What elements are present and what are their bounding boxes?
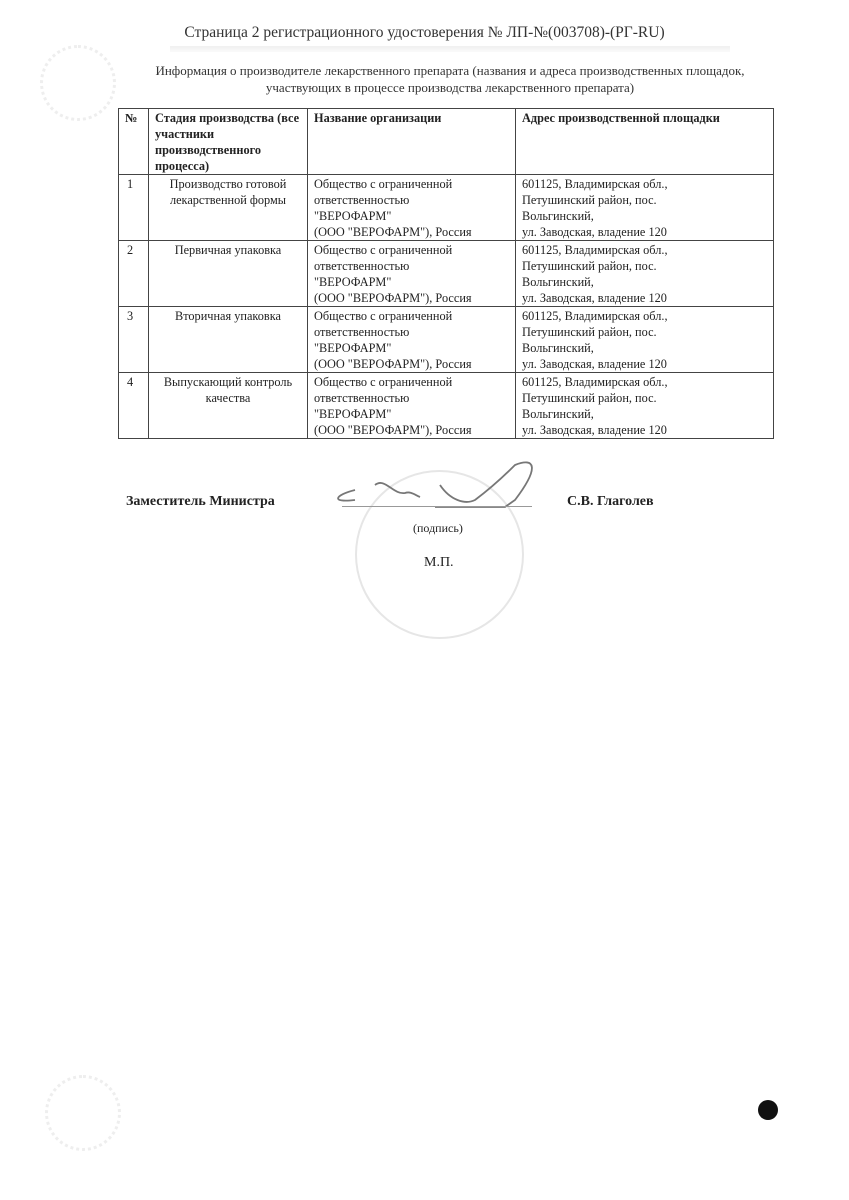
cell-line: Петушинский район, пос. [522,325,657,339]
signature-caption: (подпись) [413,521,463,535]
cell-line: 601125, Владимирская обл., [522,375,668,389]
cell-line: (ООО "ВЕРОФАРМ"), Россия [314,423,472,437]
cell-line: ответственностью [314,259,410,273]
cell-line: 601125, Владимирская обл., [522,309,668,323]
cell-line: ул. Заводская, владение 120 [522,225,667,239]
signatory-position: Заместитель Министра [126,494,275,509]
column-header: № [119,109,149,175]
page-marker-dot [758,1100,778,1120]
cell-line: ул. Заводская, владение 120 [522,291,667,305]
cell-line: Общество с ограниченной [314,177,453,191]
cell-line: Петушинский район, пос. [522,193,657,207]
cell-line: Петушинский район, пос. [522,391,657,405]
cell-line: "ВЕРОФАРМ" [314,275,392,289]
cell-line: Вольгинский, [522,275,594,289]
production-stage: Вторичная упаковка [149,307,308,373]
cell-line: (ООО "ВЕРОФАРМ"), Россия [314,291,472,305]
production-stage: Первичная упаковка [149,241,308,307]
site-address [516,241,774,307]
cell-line: Общество с ограниченной [314,375,453,389]
cell-line: 601125, Владимирская обл., [522,177,668,191]
site-address [516,307,774,373]
cell-line: Вольгинский, [522,407,594,421]
cell-line: ул. Заводская, владение 120 [522,357,667,371]
organization-name [308,241,516,307]
cell-line: ответственностью [314,325,410,339]
cell-line: "ВЕРОФАРМ" [314,341,392,355]
row-number: 2 [119,241,149,307]
site-address [516,373,774,439]
table-row [119,175,774,241]
signatory-name: С.В. Глаголев [567,494,654,509]
stamp-label: М.П. [424,555,454,570]
title-underline [170,46,730,52]
page-title: Страница 2 регистрационного удостоверения № ЛП-№(003708)-(РГ-RU) [184,24,665,41]
organization-name [308,307,516,373]
table-row [119,307,774,373]
cell-line: Общество с ограниченной [314,243,453,257]
cell-line: Вольгинский, [522,209,594,223]
production-stage: Выпускающий контроль качества [149,373,308,439]
cell-line: Петушинский район, пос. [522,259,657,273]
signature-line [342,506,532,507]
cell-line: Вольгинский, [522,341,594,355]
cell-line: 601125, Владимирская обл., [522,243,668,257]
organization-name [308,373,516,439]
cell-line: ул. Заводская, владение 120 [522,423,667,437]
manufacturer-table [118,108,774,439]
column-header: Адрес производственной площадки [516,109,774,175]
cell-line: Общество с ограниченной [314,309,453,323]
watermark-ornament [45,1075,121,1151]
row-number: 1 [119,175,149,241]
column-header: Название организации [308,109,516,175]
organization-name [308,175,516,241]
cell-line: "ВЕРОФАРМ" [314,209,392,223]
section-heading [110,62,790,96]
cell-line: ответственностью [314,193,410,207]
production-stage: Производство готовой лекарственной формы [149,175,308,241]
heading-line: Информация о производителе лекарственного препарата (названия и адреса производственных площадок, [155,63,745,78]
cell-line: (ООО "ВЕРОФАРМ"), Россия [314,357,472,371]
cell-line: ответственностью [314,391,410,405]
heading-line: участвующих в процессе производства лекарственного препарата) [265,80,635,95]
cell-line: (ООО "ВЕРОФАРМ"), Россия [314,225,472,239]
watermark-ornament [40,45,116,121]
row-number: 4 [119,373,149,439]
table-row [119,373,774,439]
row-number: 3 [119,307,149,373]
site-address [516,175,774,241]
table-row [119,241,774,307]
cell-line: "ВЕРОФАРМ" [314,407,392,421]
column-header: Стадия производства (все участники производственного процесса) [149,109,308,175]
